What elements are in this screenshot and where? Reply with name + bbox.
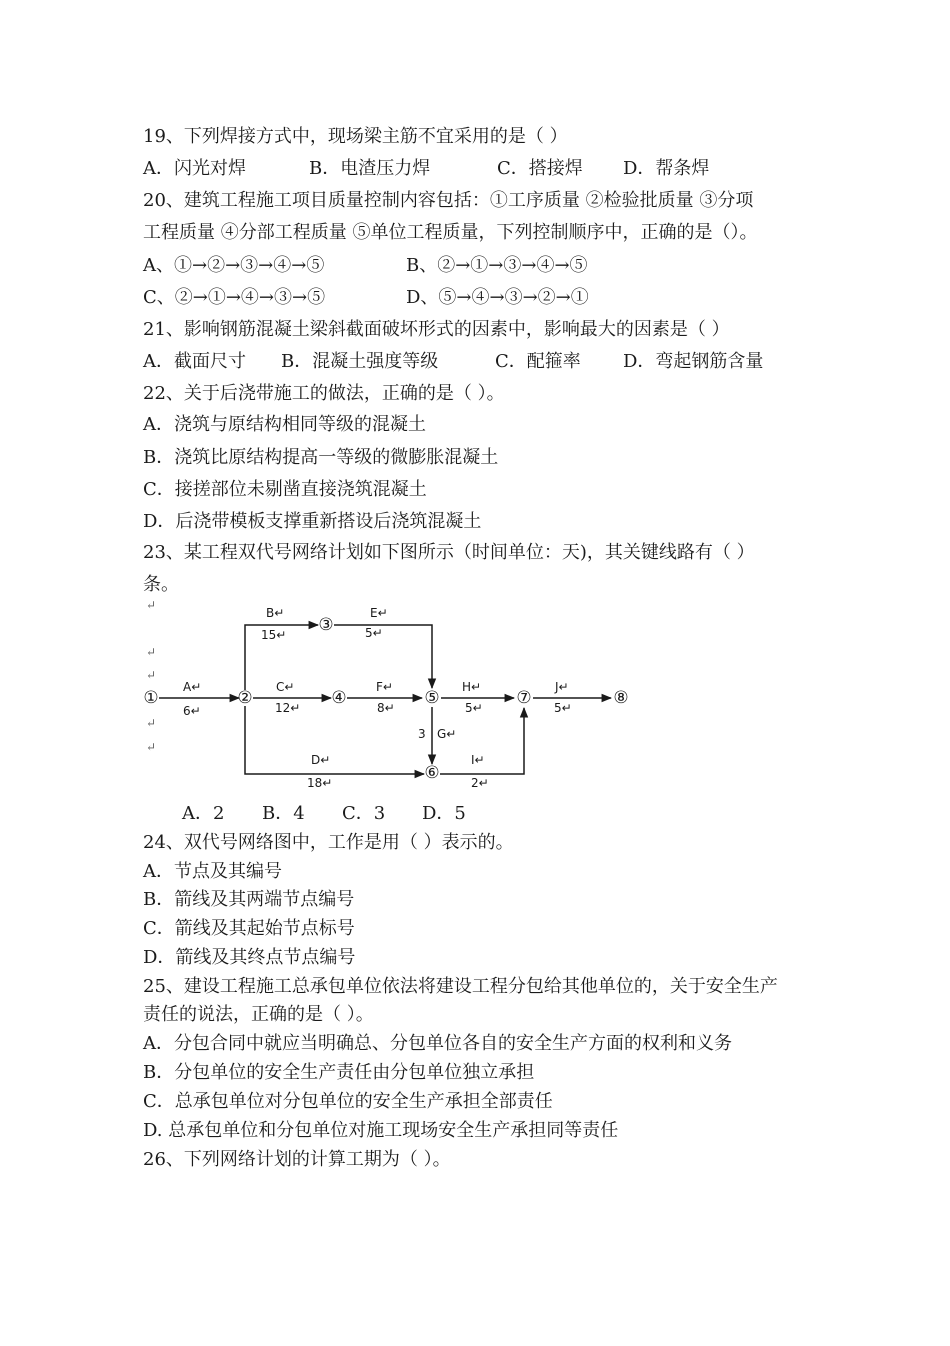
activity-c-name: C↵	[276, 680, 295, 694]
activity-e-name: E↵	[370, 606, 388, 620]
q24-option-b: B．箭线及其两端节点编号	[143, 889, 355, 910]
q21-option-c: C．配箍率	[495, 351, 581, 372]
paragraph-mark: ↵	[146, 645, 157, 659]
paragraph-mark: ↵	[146, 740, 157, 754]
q26-stem: 26、下列网络计划的计算工期为（ ）。	[143, 1149, 451, 1170]
q21-option-a: A．截面尺寸	[143, 351, 246, 372]
activity-e-arrow	[334, 625, 432, 688]
node-7: ⑦	[516, 688, 532, 708]
paragraph-mark: ↵	[146, 598, 157, 612]
activity-g-name: G↵	[437, 727, 457, 741]
node-1: ①	[143, 688, 159, 708]
paragraph-mark: ↵	[146, 716, 157, 730]
q23-option-b: B．4	[262, 803, 305, 824]
activity-i-duration: 2↵	[471, 776, 489, 790]
activity-a-name: A↵	[183, 680, 202, 694]
activity-g-duration: 3	[418, 727, 426, 741]
q21-option-d: D．弯起钢筋含量	[623, 351, 764, 372]
q20-stem-line1: 20、建筑工程施工项目质量控制内容包括：①工序质量 ②检验批质量 ③分项	[143, 190, 754, 211]
activity-c-duration: 12↵	[275, 701, 301, 715]
q24-option-d: D．箭线及其终点节点编号	[143, 947, 356, 968]
activity-b-name: B↵	[266, 606, 285, 620]
activity-d-arrow	[245, 706, 424, 774]
q22-stem: 22、关于后浇带施工的做法，正确的是（ ）。	[143, 383, 505, 404]
q19-option-d: D．帮条焊	[623, 158, 710, 179]
q23-option-d: D．5	[422, 803, 466, 824]
q20-option-c: C、②→①→④→③→⑤	[143, 287, 326, 308]
q23-option-c: C．3	[342, 803, 386, 824]
q23-stem-line2: 条。	[143, 574, 179, 595]
q22-option-b: B．浇筑比原结构提高一等级的微膨胀混凝土	[143, 447, 499, 468]
node-6: ⑥	[424, 763, 440, 783]
activity-d-name: D↵	[311, 753, 331, 767]
q19-stem: 19、下列焊接方式中，现场梁主筋不宜采用的是（ ）	[143, 126, 568, 147]
node-5: ⑤	[424, 688, 440, 708]
q21-stem: 21、影响钢筋混凝土梁斜截面破坏形式的因素中，影响最大的因素是（ ）	[143, 319, 730, 340]
q23-network-diagram	[135, 598, 655, 798]
paragraph-mark: ↵	[146, 668, 157, 682]
activity-f-duration: 8↵	[377, 701, 395, 715]
q23-options	[182, 802, 466, 826]
q19-options	[143, 157, 709, 181]
node-4: ④	[331, 688, 347, 708]
q20-options-row2	[143, 286, 589, 310]
q20-options-row1	[143, 254, 588, 278]
activity-i-name: I↵	[471, 753, 485, 767]
q22-option-c: C．接搓部位未剔凿直接浇筑混凝土	[143, 479, 427, 500]
q19-option-b: B．电渣压力焊	[309, 158, 431, 179]
q20-option-a: A、①→②→③→④→⑤	[143, 255, 325, 276]
q19-option-a: A．闪光对焊	[143, 158, 246, 179]
activity-h-duration: 5↵	[465, 701, 483, 715]
q25-option-b: B．分包单位的安全生产责任由分包单位独立承担	[143, 1062, 535, 1083]
activity-j-duration: 5↵	[554, 701, 572, 715]
q20-option-d: D、⑤→④→③→②→①	[406, 287, 589, 308]
activity-j-name: J↵	[555, 680, 569, 694]
q22-option-a: A．浇筑与原结构相同等级的混凝土	[143, 414, 426, 435]
q24-option-a: A．节点及其编号	[143, 861, 282, 882]
activity-b-duration: 15↵	[261, 628, 287, 642]
q25-stem-line2: 责任的说法，正确的是（ ）。	[143, 1004, 374, 1025]
node-3: ③	[318, 615, 334, 635]
q19-option-c: C．搭接焊	[497, 158, 583, 179]
q24-stem: 24、双代号网络图中，工作是用（ ）表示的。	[143, 832, 514, 853]
q25-stem-line1: 25、建设工程施工总承包单位依法将建设工程分包给其他单位的，关于安全生产	[143, 976, 778, 997]
activity-e-duration: 5↵	[365, 626, 383, 640]
activity-d-duration: 18↵	[307, 776, 333, 790]
q20-option-b: B、②→①→③→④→⑤	[406, 255, 588, 276]
q25-option-d: D. 总承包单位和分包单位对施工现场安全生产承担同等责任	[143, 1120, 619, 1141]
q25-option-a: A．分包合同中就应当明确总、分包单位各自的安全生产方面的权利和义务	[143, 1033, 732, 1054]
q21-option-b: B．混凝土强度等级	[281, 351, 439, 372]
activity-h-name: H↵	[462, 680, 482, 694]
q23-option-a: A．2	[182, 803, 225, 824]
q23-stem-line1: 23、某工程双代号网络计划如下图所示（时间单位：天)，其关键线路有（ ）	[143, 542, 755, 563]
q25-option-c: C．总承包单位对分包单位的安全生产承担全部责任	[143, 1091, 553, 1112]
node-2: ②	[237, 688, 253, 708]
node-8: ⑧	[613, 688, 629, 708]
q20-stem-line2: 工程质量 ④分部工程质量 ⑤单位工程质量，下列控制顺序中，正确的是（）。	[143, 222, 758, 243]
q22-option-d: D．后浇带模板支撑重新搭设后浇筑混凝土	[143, 511, 482, 532]
activity-f-name: F↵	[376, 680, 393, 694]
q24-option-c: C．箭线及其起始节点标号	[143, 918, 355, 939]
q21-options	[143, 350, 763, 374]
activity-a-duration: 6↵	[183, 704, 201, 718]
